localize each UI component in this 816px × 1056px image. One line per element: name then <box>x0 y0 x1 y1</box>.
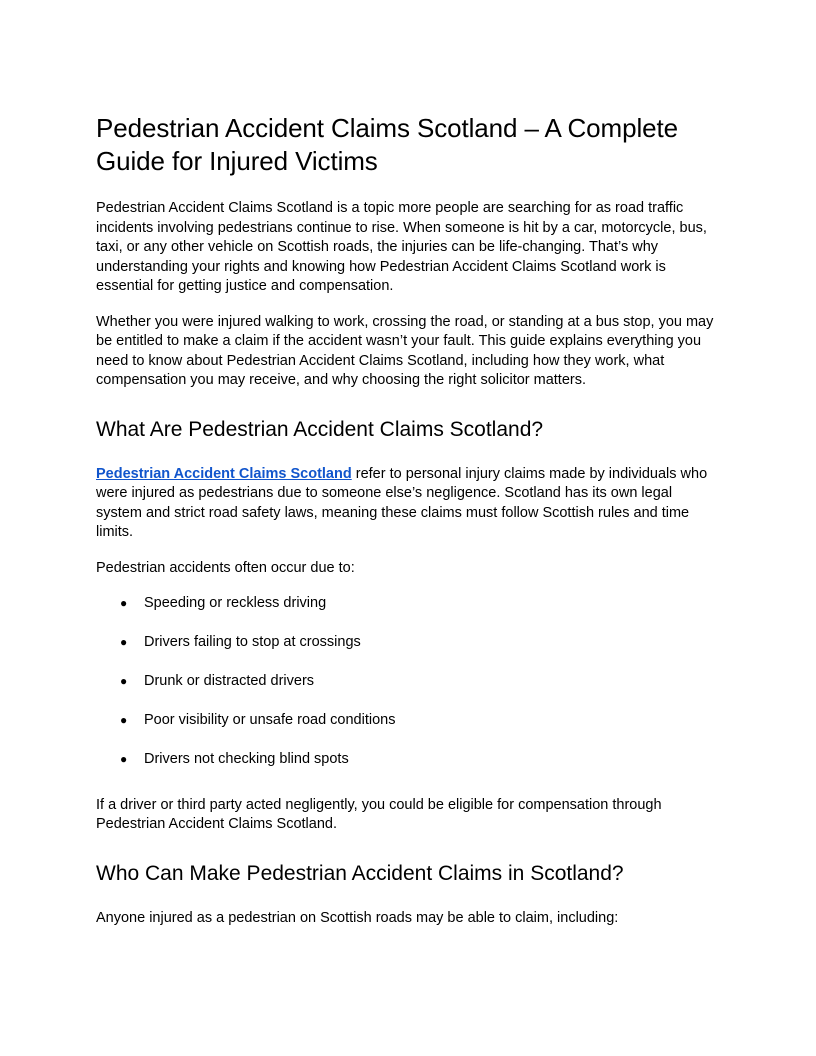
causes-intro: Pedestrian accidents often occur due to: <box>96 559 355 576</box>
eligibility-paragraph: If a driver or third party acted negligently, you could be eligible for compensation through Pedestrian Accident Claims Scotland. <box>96 796 662 832</box>
bullet-icon: ● <box>120 674 128 688</box>
bullet-icon: ● <box>120 752 128 766</box>
list-item: ● Drivers not checking blind spots <box>96 750 720 770</box>
claims-link[interactable]: Pedestrian Accident Claims Scotland <box>96 465 352 482</box>
bullet-icon: ● <box>120 635 128 649</box>
list-item: ● Poor visibility or unsafe road conditions <box>96 711 720 731</box>
document-page <box>96 112 720 944</box>
list-item: ● Drunk or distracted drivers <box>96 672 720 692</box>
section-heading-what-are-claims: What Are Pedestrian Accident Claims Scotland? <box>96 417 544 441</box>
definition-text: refer to personal injury claims made by individuals who were injured as pedestrians due to someone else’s negligence. Scotland has its own legal system and strict road safety laws, meaning these claims must follow Scottish rules and time limits. <box>96 465 708 540</box>
list-item: ● Drivers failing to stop at crossings <box>96 633 720 653</box>
intro-paragraph-2: Whether you were injured walking to work, crossing the road, or standing at a bus stop, you may be entitled to make a claim if the accident wasn’t your fault. This guide explains everything you need to know about Pedestrian Accident Claims Scotland, including how they work, what compensation you may receive, and why choosing the right solicitor matters. <box>96 313 714 388</box>
intro-paragraph-1: Pedestrian Accident Claims Scotland is a topic more people are searching for as road traffic incidents involving pedestrians continue to rise. When someone is hit by a car, motorcycle, bus, taxi, or any other vehicle on Scottish roads, the injuries can be life-changing. That’s why understanding your rights and knowing how Pedestrian Accident Claims Scotland work is essential for getting justice and compensation. <box>96 200 707 294</box>
causes-list <box>96 594 720 770</box>
section-heading-who-can-claim: Who Can Make Pedestrian Accident Claims in Scotland? <box>96 861 624 885</box>
document-title: Pedestrian Accident Claims Scotland – A Complete Guide for Injured Victims <box>96 113 678 176</box>
bullet-icon: ● <box>120 596 128 610</box>
bullet-icon: ● <box>120 713 128 727</box>
who-can-claim-intro: Anyone injured as a pedestrian on Scottish roads may be able to claim, including: <box>96 909 619 926</box>
definition-paragraph <box>96 465 720 543</box>
list-item: ● Speeding or reckless driving <box>96 594 720 614</box>
